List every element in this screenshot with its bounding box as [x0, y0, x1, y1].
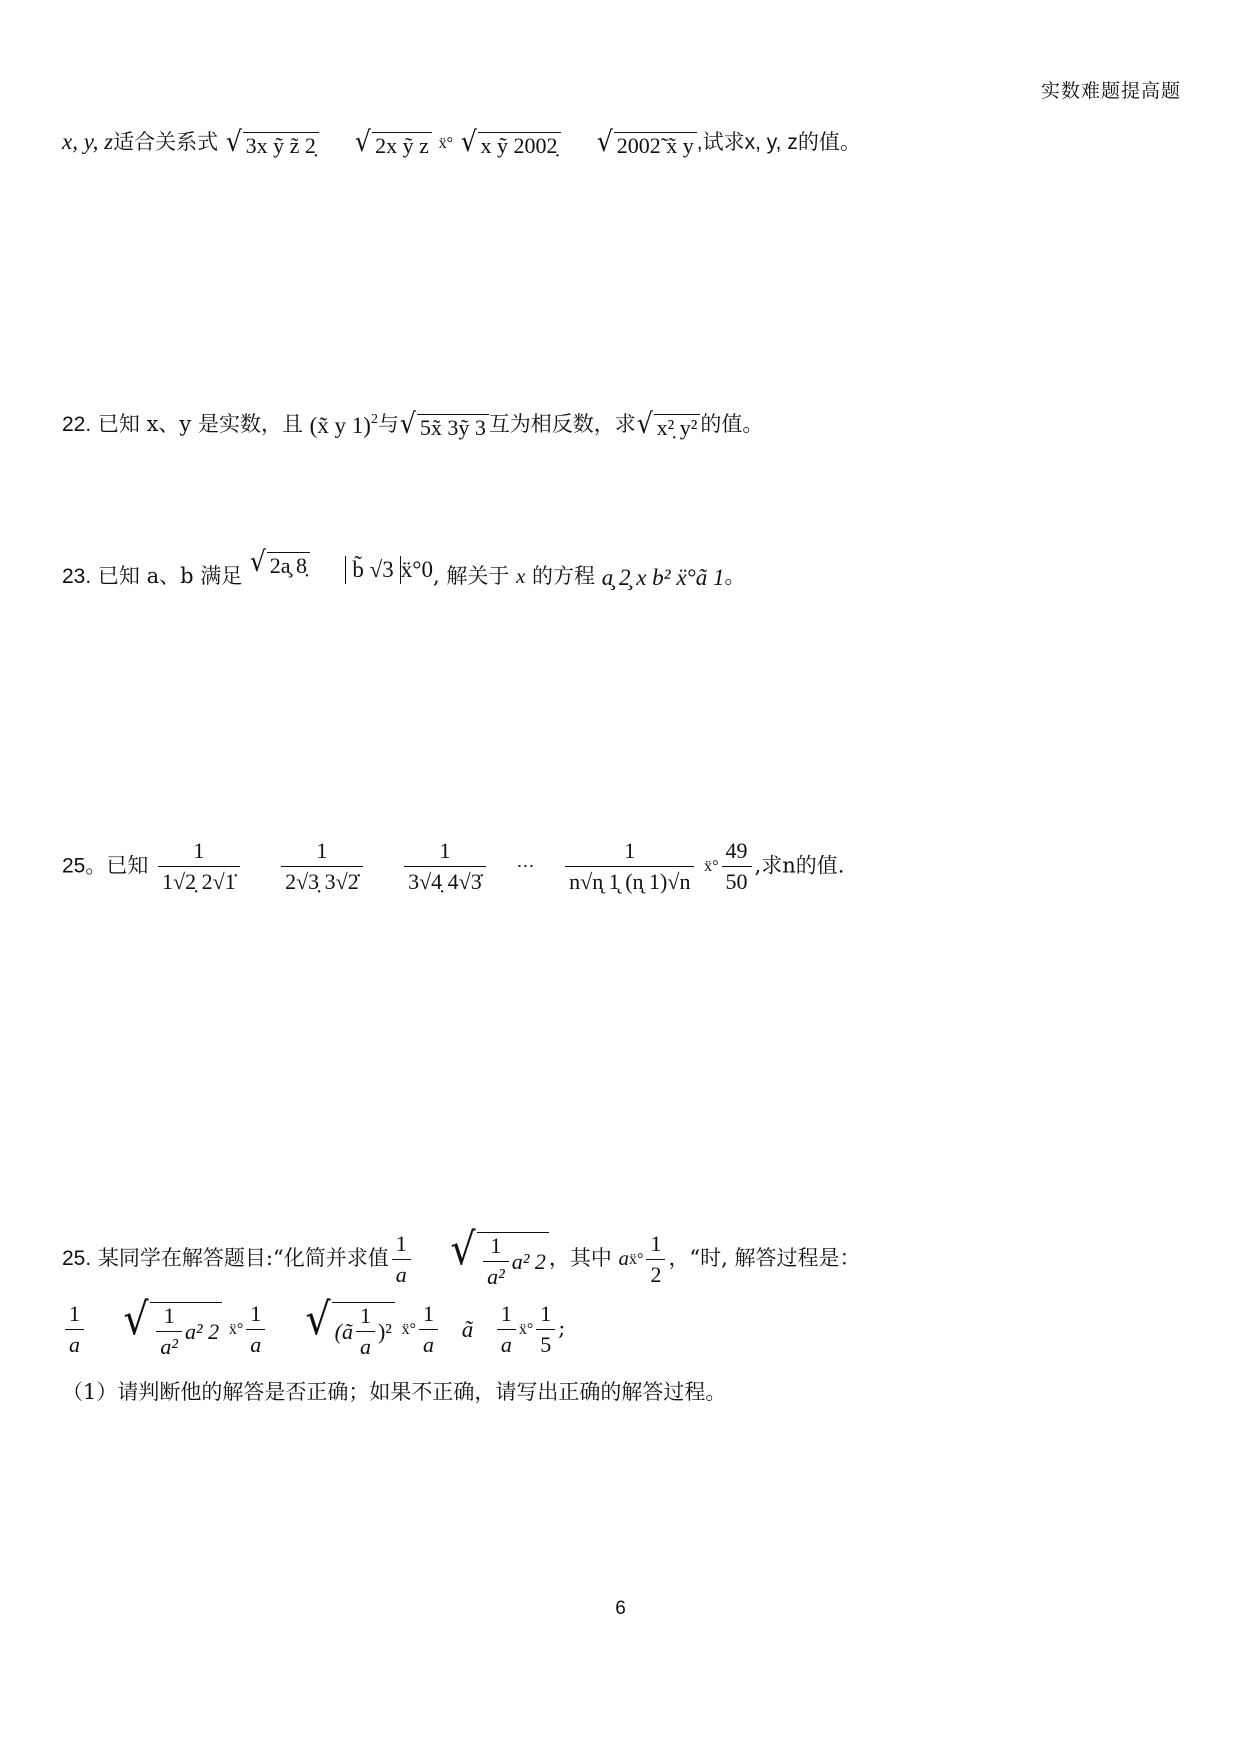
q25b-var-a: a — [618, 1245, 630, 1270]
q22-text4: 的值。 — [700, 412, 764, 437]
q25a-equals-glyph: ẍ° — [704, 858, 719, 876]
q25b-step-a: ã — [461, 1316, 474, 1342]
q23-text1: 已知 a、b 满足 — [97, 564, 243, 589]
q25b-step-eq-2: ẍ° — [401, 1320, 416, 1338]
q25a-text2: ,求n的值. — [754, 853, 845, 878]
q22-sup: 2 — [370, 412, 378, 428]
q21-equals-glyph: ẍ° — [438, 135, 453, 153]
q25b-frac-1-over-a: $\frac{1}{a}$ — [392, 1231, 411, 1289]
q25b-step-frac-4: $\frac{1}{a}$ — [497, 1301, 516, 1359]
q25b-text3: ，“时, 解答过程是： — [668, 1245, 861, 1270]
question-22 — [62, 407, 764, 441]
q25a-text1: 已知 — [106, 853, 149, 878]
q25a-fraction-last: $\frac{1}{n√n̨ 1̨ (n̨ 1)√n}$ — [565, 838, 694, 896]
q25b-working — [62, 1294, 566, 1361]
q25b-value-fraction: $\frac{1}{2}$ — [646, 1231, 665, 1289]
q25b-step-eq-3: ẍ° — [518, 1320, 534, 1338]
q25a-fraction-2: $\frac{1}{2√3̣ 3√2̇}$ — [281, 838, 363, 896]
q25b-radical: √ $\frac{1}{\text{a²}}$ a² 2 — [449, 1228, 549, 1291]
q23-text2: , 解关于 — [432, 564, 510, 589]
q25a-fraction-3: $\frac{1}{3√4̣ 4√3̇}$ — [404, 838, 486, 896]
question-25b — [62, 1224, 861, 1291]
q23-number: 23. — [62, 565, 92, 589]
q21-vars: x, y, z — [62, 129, 114, 155]
q25a-fraction-1: $\frac{1}{1√2̣ 2√1̇}$ — [158, 838, 240, 896]
question-23 — [62, 545, 746, 593]
page-header: 实数难题提高题 — [1040, 80, 1181, 102]
q22-number: 22. — [62, 413, 92, 437]
q23-equals-zero: ẍ°0 — [400, 556, 433, 582]
q25b-step-result: $\frac{1}{5}$ — [536, 1301, 555, 1359]
q22-expr1: (x̃ y 1) — [309, 412, 371, 438]
q23-var: x — [516, 564, 526, 589]
q23-text3: 的方程 — [532, 564, 596, 589]
q25b-step-radical-2: √ (ã $\frac{1}{a}$ )² — [304, 1298, 395, 1361]
q25b-step-radical-1: √ $\frac{1}{\text{a²}}$ a² 2 — [122, 1298, 222, 1361]
q21-text2: ,试求x, y, z的值。 — [696, 131, 861, 155]
q25b-step-eq-1: ẍ° — [228, 1320, 244, 1338]
q25a-number: 25。 — [62, 854, 107, 878]
q21-radical-3: √ x ỹ 2002̣ — [460, 128, 561, 159]
q22-radical-1: √ 5x̃ 3ỹ 3 — [399, 410, 489, 441]
q25b-step-frac-3: $\frac{1}{a}$ — [419, 1301, 438, 1359]
q25b-step-end: ; — [558, 1315, 566, 1340]
question-25a — [62, 838, 844, 896]
q23-end: 。 — [724, 564, 746, 589]
q21-text1: 适合关系式 — [113, 130, 219, 155]
q23-absolute-value: b̃ √3 — [345, 556, 400, 584]
q25a-rhs-fraction: $\frac{49}{50}$ — [722, 838, 752, 896]
q22-text1: 已知 x、y 是实数，且 — [97, 412, 303, 437]
q23-radical: √ 2a̧ 8̣ — [249, 548, 310, 579]
q23-equation: a̧ 2̧ x b² ẍ°ã 1 — [601, 564, 725, 590]
q25b-part-1: （1）请判断他的解答是否正确；如果不正确，请写出正确的解答过程。 — [62, 1380, 727, 1404]
q21-radical-1: √ 3x ỹ z̃ 2̣ — [225, 128, 319, 159]
q25b-text2: ，其中 — [548, 1245, 612, 1270]
q21-radical-4: √ 2002̃ x̃ y — [596, 128, 697, 159]
page-number: 6 — [615, 1598, 626, 1619]
q25b-text1: 某同学在解答题目:“化简并求值 — [97, 1245, 389, 1270]
q22-text2: 与 — [377, 412, 399, 437]
q22-text3: 互为相反数，求 — [488, 412, 636, 437]
q25b-step-frac-2: $\frac{1}{a}$ — [246, 1301, 265, 1359]
q21-radical-2: √ 2x ỹ z — [354, 128, 432, 159]
q25b-number: 25. — [62, 1246, 92, 1270]
q22-radical-2: √ x²̣ y² — [636, 410, 701, 441]
question-21 — [62, 125, 861, 159]
q25a-ellipsis: ⋯ — [516, 856, 535, 878]
q25b-step-frac-1: $\frac{1}{a}$ — [65, 1301, 84, 1359]
q25b-equals-glyph: ẍ° — [629, 1250, 644, 1268]
